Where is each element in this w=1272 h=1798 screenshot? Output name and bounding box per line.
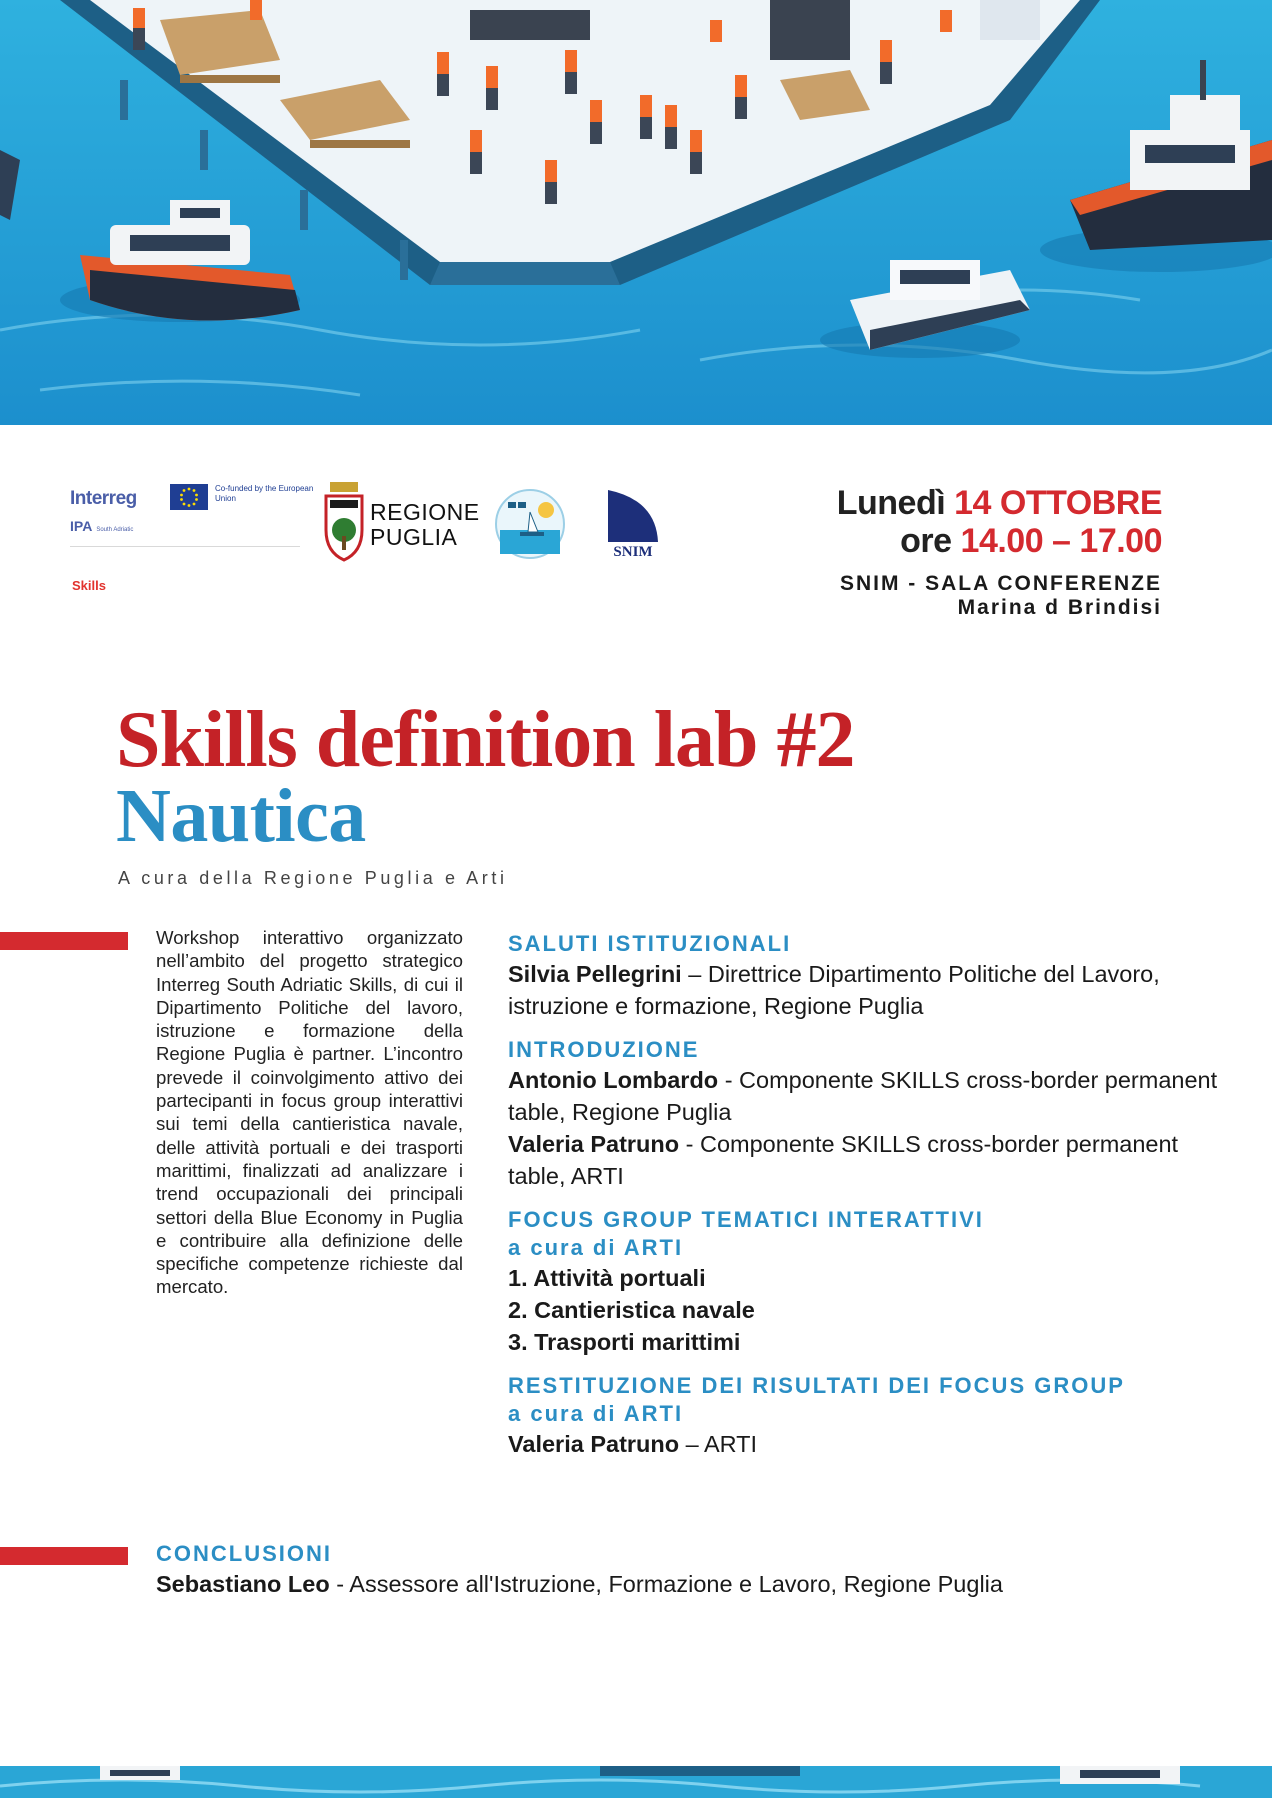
shipyard-illustration (0, 0, 1272, 425)
regione-puglia-logo (320, 478, 480, 568)
snim-logo: SNIM (600, 486, 666, 566)
list-item: 1. Attività portuali (508, 1265, 706, 1291)
cofunded-label: Co-funded by the European Union (215, 484, 314, 503)
footer-illustration (0, 1766, 1272, 1798)
red-accent-bar (0, 1547, 128, 1565)
section-heading: FOCUS GROUP TEMATICI INTERATTIVI (508, 1207, 984, 1232)
speaker-entry: Valeria Patruno – ARTI (508, 1431, 758, 1457)
snim-sail-icon (600, 486, 666, 544)
section-subheading: a cura di ARTI (508, 1235, 684, 1260)
section-heading: INTRODUZIONE (508, 1037, 700, 1062)
skills-project-label: Skills (72, 578, 106, 593)
nautical-circle-logo (494, 488, 566, 560)
regione-crest-icon (320, 478, 368, 564)
event-info (742, 484, 1162, 620)
section-heading: CONCLUSIONI (156, 1541, 332, 1566)
event-location: Marina d Brindisi (957, 596, 1162, 619)
interreg-wordmark: Interreg (70, 488, 137, 509)
section-subheading: a cura di ARTI (508, 1401, 684, 1426)
workshop-description: Workshop interattivo organizzato nell’ambito del progetto strategico Interreg South Adriatic Skills, di cui il Dipartimento Politiche del lavoro, istruzione e formazione della Regione Puglia è partner. L’incontro prevede il coinvolgimento attivo dei partecipanti in focus group interattivi sui temi della cantieristica navale, delle attività portuali e dei trasporti marittimi, finalizzati ad analizzare i trend occupazionali dei principali settori della Blue Economy in Puglia e contribuire alla definizione delle specifiche competenze richieste dal mercato. (156, 927, 463, 1298)
event-venue: SNIM - SALA CONFERENZE (839, 572, 1162, 595)
list-item: 3. Trasporti marittimi (508, 1329, 741, 1355)
page-title: Skills definition lab #2 (116, 696, 855, 784)
conclusions-section (156, 1540, 1256, 1600)
speaker-entry: Antonio Lombardo - Componente SKILLS cross-border permanent table, Regione Puglia (508, 1067, 1218, 1125)
red-accent-bar (0, 932, 128, 950)
hero-illustration (0, 0, 1272, 425)
speaker-entry: Silvia Pellegrini – Direttrice Dipartimento Politiche del Lavoro, istruzione e formazione, Regione Puglia (508, 961, 1160, 1019)
section-heading: RESTITUZIONE DEI RISULTATI DEI FOCUS GROUP (508, 1373, 1125, 1398)
eu-flag-icon (170, 484, 208, 510)
curator-line: A cura della Regione Puglia e Arti (118, 868, 508, 888)
footer-sea-strip (0, 1766, 1272, 1798)
event-date: Lunedì 14 OTTOBRE (836, 484, 1162, 522)
logo-divider (70, 546, 300, 547)
speaker-entry: Valeria Patruno - Componente SKILLS cross-border permanent table, ARTI (508, 1131, 1179, 1189)
regione-puglia-wordmark: REGIONE PUGLIA (370, 499, 480, 550)
section-heading: SALUTI ISTITUZIONALI (508, 931, 792, 956)
speaker-entry: Sebastiano Leo - Assessore all'Istruzione, Formazione e Lavoro, Regione Puglia (156, 1571, 1003, 1597)
list-item: 2. Cantieristica navale (508, 1297, 755, 1323)
event-time: ore 14.00 – 17.00 (900, 522, 1162, 560)
program (508, 930, 1228, 1460)
page-subtitle: Nautica (116, 774, 366, 858)
ipa-label: IPA South Adriatic (70, 518, 134, 534)
partner-logos (70, 478, 690, 598)
